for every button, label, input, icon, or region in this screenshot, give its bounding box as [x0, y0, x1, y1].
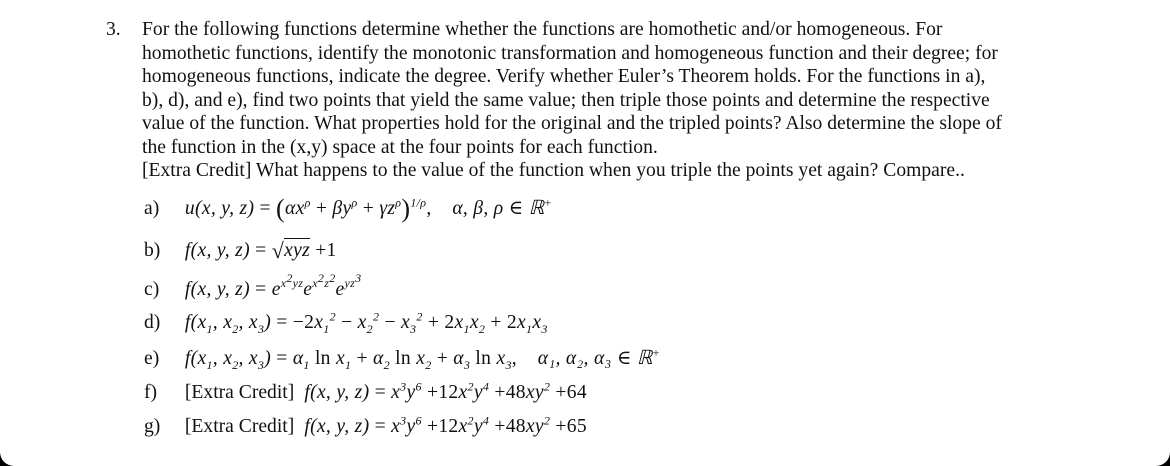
problem-statement [142, 18, 1072, 183]
formula-e: $f(x_1$, $x_2$, $x_3) = \alpha_1$ $\ln x_1 + \alpha_2$ $\ln x_2 + \alpha_3$ $\ln x_3$, α₁, α₂, α₃ ∈ ℝ+ [184, 345, 660, 372]
extra-credit-tag: [Extra Credit] [184, 382, 295, 403]
statement-line: homothetic functions, identify the monotonic transformation and homogeneous function and their degree; for [142, 42, 998, 64]
param-domain-sup: + [544, 195, 552, 210]
formula-g: f(x, y, $z) = x^3y^6 +12x^2y^4 +48xy^2 +65$ [299, 413, 587, 437]
problem-number: 3. [106, 19, 121, 40]
outer-exponent: 1/ρ [410, 195, 427, 210]
item-label: e) [144, 348, 160, 369]
item-e [144, 346, 660, 376]
formula-c: f(x, y, $z) = e^{x^2yz}e^{x^2z^2}e^{yz^3}$ [184, 271, 362, 300]
item-label: a) [144, 198, 160, 219]
param-domain-sup: + [652, 345, 660, 360]
statement-line: homogeneous functions, indicate the degree. Verify whether Euler’s Theorem holds. For the functions in a), [142, 66, 986, 87]
formula-d: $f(x_1$, $x_2$, $x_3) = -2x_1^2 - x_2^2 - x_3^2 + 2x_1x_2 + 2x_1x_3$ [184, 309, 548, 336]
item-label: d) [144, 312, 161, 333]
statement-line: value of the function. What properties hold for the original and the tripled points? Also determine the slope of [142, 113, 1002, 134]
statement-line: For the following functions determine whether the functions are homothetic and/or homogeneous. For [142, 19, 943, 40]
item-d [144, 309, 548, 342]
formula-b: f(x, y, z) = √xyz +1 [184, 238, 337, 263]
statement-line: [Extra Credit] What happens to the value of the function when you triple the points yet again? Compare.. [142, 160, 965, 181]
formula-f: f(x, y, $z) = x^3y^6 +12x^2y^4 +48xy^2 +64$ [299, 379, 587, 403]
item-a [144, 194, 552, 224]
statement-line: b), d), and e), find two points that yield the same value; then triple those points and determine the respective [142, 89, 990, 111]
item-label: g) [144, 416, 161, 437]
extra-credit-tag: [Extra Credit] [184, 416, 295, 437]
param-domain: α, β, ρ ∈ ℝ [452, 198, 545, 219]
item-label: b) [144, 240, 161, 261]
item-f [144, 379, 587, 412]
item-c [144, 271, 362, 308]
item-b [144, 238, 337, 268]
statement-line: the function in the (x,y) space at the four points for each function. [142, 136, 658, 158]
item-g [144, 413, 587, 446]
item-label: f) [144, 382, 158, 403]
param-domain: α₁, α₂, α₃ ∈ ℝ [537, 348, 653, 369]
formula-a: u(x, y, $z) = (\alpha x^\rho + \beta y^\rho + \gamma z^\rho)^{1/\rho}$, α, β, ρ ∈ ℝ+ [184, 194, 552, 223]
constant-term: 65 [566, 416, 587, 437]
constant-term: 64 [566, 382, 587, 403]
item-label: c) [144, 278, 160, 300]
